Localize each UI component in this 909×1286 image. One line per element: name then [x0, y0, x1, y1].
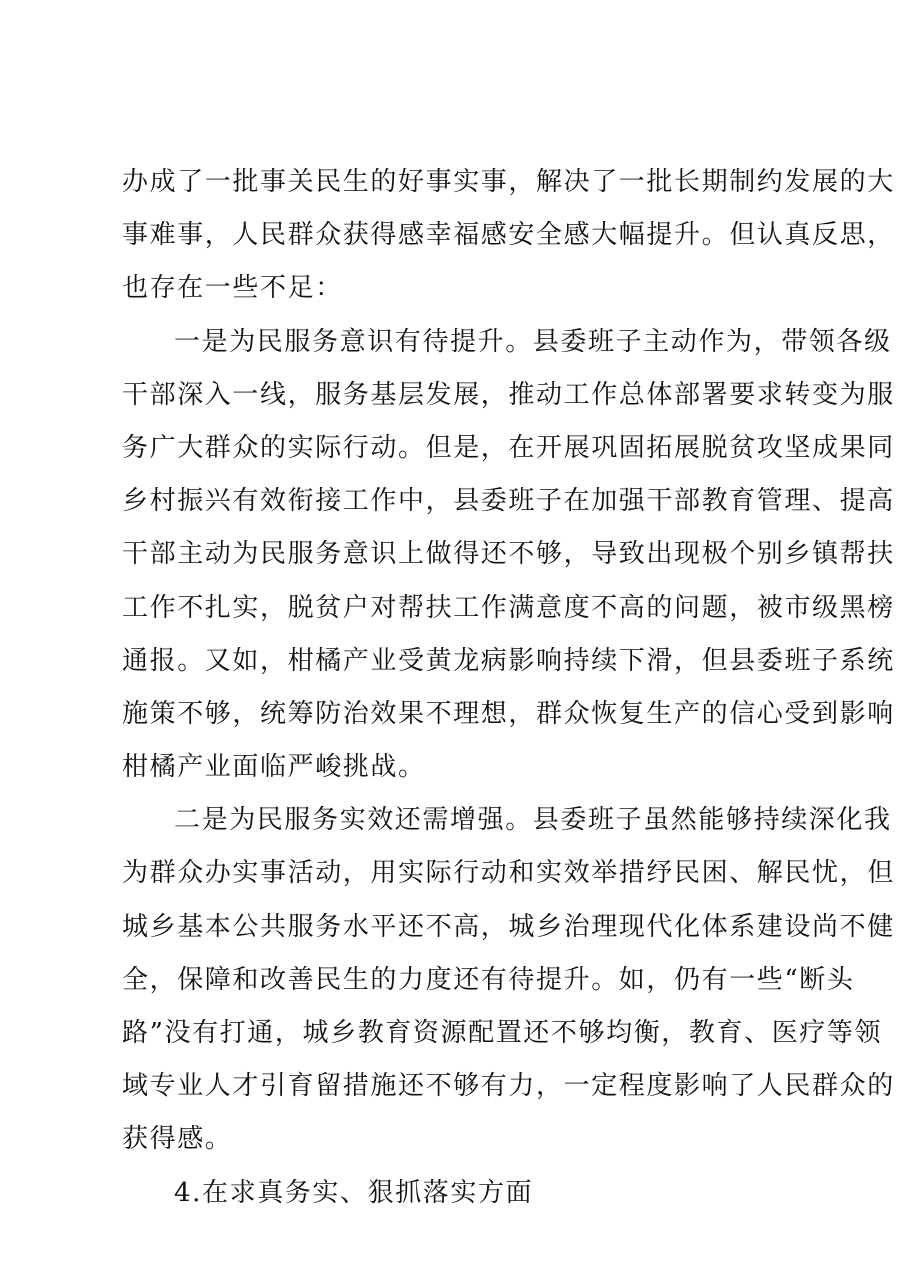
- text-line: 乡村振兴有效衔接工作中，县委班子在加强干部教育管理、提高: [122, 486, 895, 517]
- text-line: 施策不够，统筹防治效果不理想，群众恢复生产的信心受到影响: [122, 698, 895, 729]
- text-line: 干部深入一线，服务基层发展，推动工作总体部署要求转变为服: [122, 379, 895, 410]
- section-heading: 4.在求真务实、狠抓落实方面: [174, 1177, 534, 1208]
- paragraph-start-line: 一是为民服务意识有待提升。县委班子主动作为，带领各级: [174, 326, 892, 357]
- text-line: 也存在一些不足：: [122, 273, 343, 304]
- text-line: 城乡基本公共服务水平还不高，城乡治理现代化体系建设尚不健: [122, 911, 895, 942]
- text-line: 事难事，人民群众获得感幸福感安全感大幅提升。但认真反思，: [122, 220, 895, 251]
- text-line: 域专业人才引育留措施还不够有力，一定程度影响了人民群众的: [122, 1071, 895, 1102]
- text-line: 办成了一批事关民生的好事实事，解决了一批长期制约发展的大: [122, 167, 895, 197]
- text-line: 为群众办实事活动，用实际行动和实效举措纾民困、解民忧，但: [122, 858, 895, 889]
- text-line: 全，保障和改善民生的力度还有待提升。如，仍有一些“断头: [122, 964, 855, 995]
- text-line: 获得感。: [122, 1124, 233, 1155]
- document-body: [122, 156, 895, 1220]
- text-line: 干部主动为民服务意识上做得还不够，导致出现极个别乡镇帮扶: [122, 539, 895, 570]
- text-line: 通报。又如，柑橘产业受黄龙病影响持续下滑，但县委班子系统: [122, 645, 895, 676]
- text-line: 工作不扎实，脱贫户对帮扶工作满意度不高的问题，被市级黑榜: [122, 592, 895, 623]
- paragraph-start-line: 二是为民服务实效还需增强。县委班子虽然能够持续深化我: [174, 805, 892, 836]
- text-line: 务广大群众的实际行动。但是，在开展巩固拓展脱贫攻坚成果同: [122, 432, 895, 463]
- text-line: 路”没有打通，城乡教育资源配置还不够均衡，教育、医疗等领: [122, 1018, 883, 1048]
- text-line: 柑橘产业面临严峻挑战。: [122, 752, 426, 783]
